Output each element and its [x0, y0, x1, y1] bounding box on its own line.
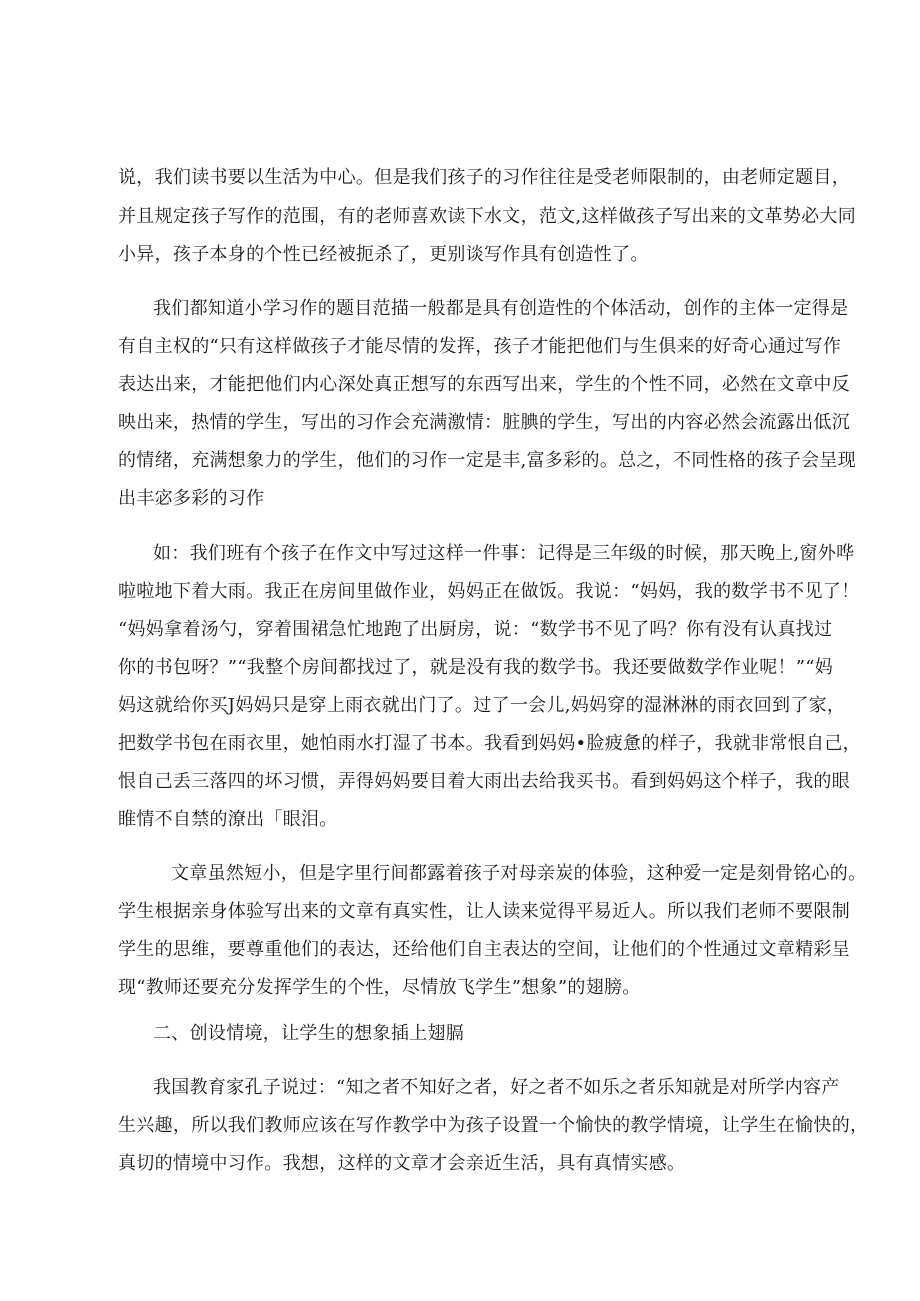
- text-line: 啦啦地下着大雨。我正在房间里做作业，妈妈正在做饭。我说：“妈妈，我的数学书不见了！: [118, 581, 860, 602]
- text-line: 恨自己丢三落四的坏习惯，弄得妈妈要目着大雨出去给我买书。看到妈妈这个样子，我的眼: [118, 771, 850, 792]
- text-line: 表达出来，才能把他们内心深处真正想写的东西写出来，学生的个性不同，必然在文章中反: [118, 374, 850, 395]
- text-line: 我国教育家孔子说过：“知之者不知好之者，好之者不如乐之者乐知就是对所学内容产: [153, 1077, 840, 1098]
- text-line: 真切的情境中习作。我想，这样的文章才会亲近生活，具有真情实感。: [118, 1153, 686, 1174]
- text-line: 出丰宓多彩的习作: [118, 488, 265, 509]
- text-line: 有自主权的“只有这样做孩子才能尽情的发挥，孩子才能把他们与生俱来的好奇心通过写作: [118, 336, 842, 357]
- text-line: 并且规定孩子写作的范围，有的老师喜欢读下水文，范文,这样做孩子写出来的文革势必大同: [118, 206, 857, 227]
- text-line: 你的书包呀？”“我整个房间都找过了，就是没有我的数学书。我还要做数学作业呢！”“妈: [118, 657, 834, 678]
- section-heading: 二、创设情境，让学生的想象插上翅膈: [153, 1023, 465, 1044]
- text-line: 如：我们班有个孩子在作文中写过这样一件事：记得是三年级的时候，那天晚上,窗外哗: [153, 543, 855, 564]
- text-line: “妈妈拿着汤勺，穿着围裙急忙地跑了出厨房，说：“数学书不见了吗？你有没有认真找过: [118, 619, 833, 640]
- text-line: 我们都知道小学习作的题目范描一般都是具有创造性的个体活动，创作的主体一定得是: [153, 298, 849, 319]
- text-line: 现“教师还要充分发挥学生的个性，尽情放飞学生”想象”的翅膀。: [118, 977, 641, 998]
- text-line: 说，我们读书要以生活为中心。但是我们孩子的习作往往是受老师限制的，由老师定题目，: [118, 167, 850, 188]
- text-line: 文章虽然短小，但是字里行间都露着孩子对母亲炭的体验，这种爱一定是刻骨铭心的。: [171, 863, 867, 884]
- text-line: 生兴趣，所以我们教师应该在写作教学中为孩子设置一个愉快的教学情境，让学生在愉快的，: [118, 1115, 869, 1136]
- text-line: 学生的思维，要尊重他们的表达，还给他们自主表达的空间，让他们的个性通过文章精彩呈: [118, 939, 850, 960]
- text-line: 映出来，热情的学生，写出的习作会充满激情：脏腆的学生，写出的内容必然会流露出低沉: [118, 412, 850, 433]
- text-line: 的情绪，充满想象力的学生，他们的习作一定是丰,富多彩的。总之，不同性格的孩子会呈现: [118, 450, 857, 471]
- text-line: 妈这就给你买J妈妈只是穿上雨衣就出门了。过了一会儿,妈妈穿的湿淋淋的雨衣回到了家，: [118, 695, 846, 716]
- text-line: 把数学书包在雨衣里，她怕雨水打湿了书本。我看到妈妈•脸疲惫的样子，我就非常恨自己，: [118, 733, 861, 754]
- text-line: 睢情不自禁的潦出「眼泪。: [118, 809, 338, 830]
- text-line: 学生根据亲身体验写出来的文章有真实性，让人读来觉得平易近人。所以我们老师不要限制: [118, 901, 850, 922]
- text-line: 小异，孩子本身的个性已经被扼杀了，更别谈写作具有创造性了。: [118, 244, 649, 265]
